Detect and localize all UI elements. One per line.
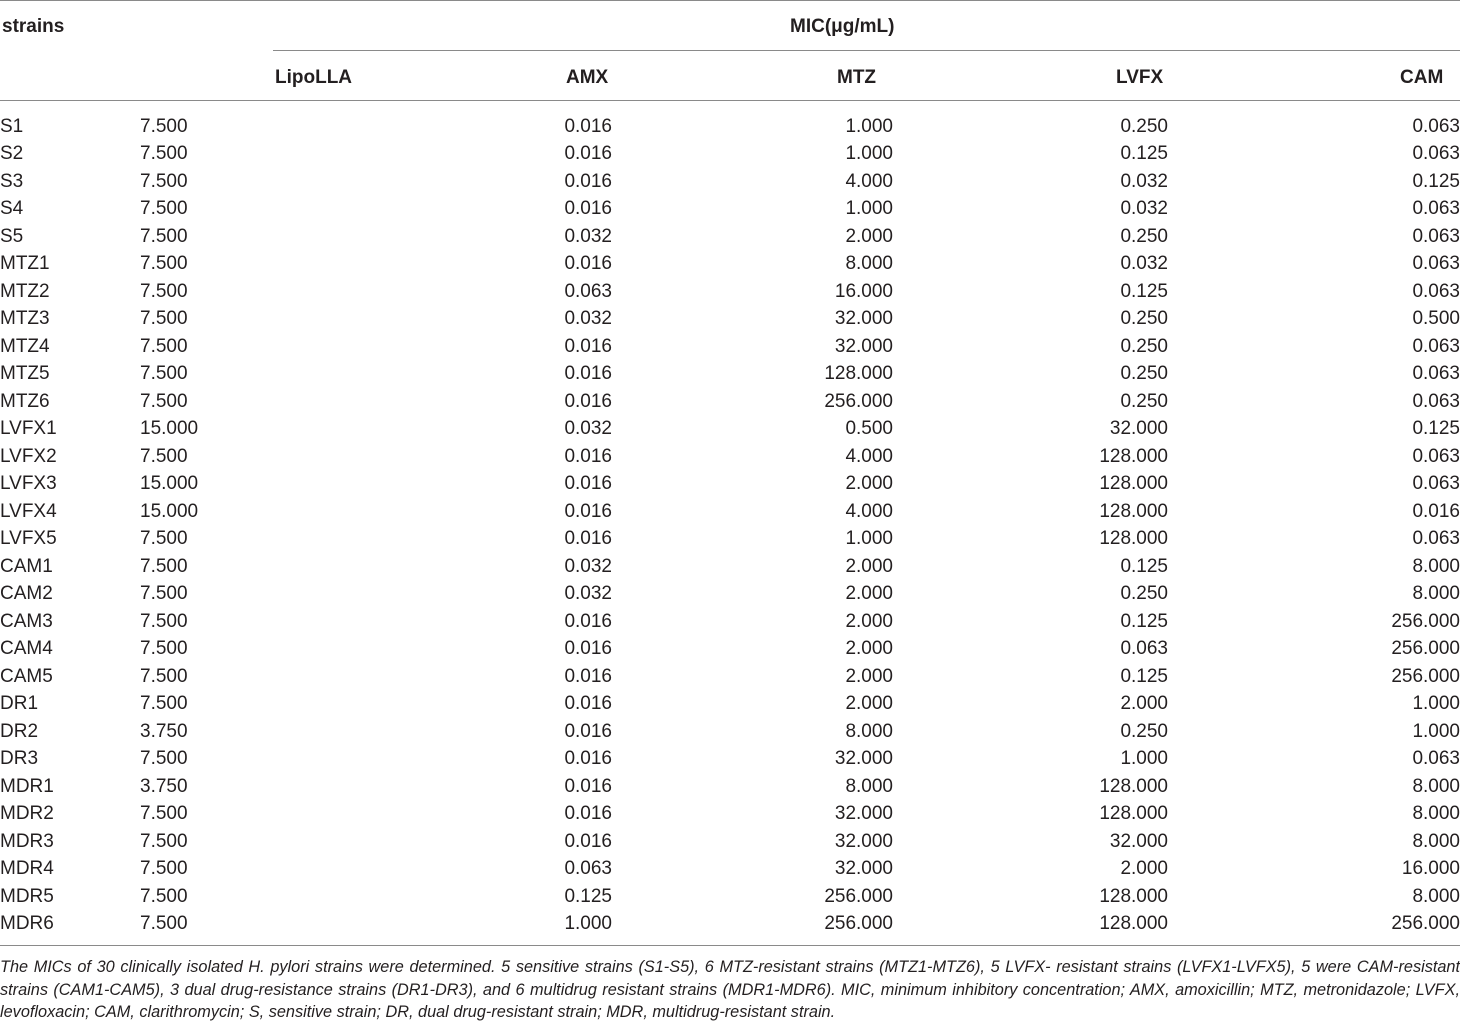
mic-cell-lipolla: 7.500 [140,170,188,192]
mic-cell-amx: 0.016 [564,198,612,220]
mic-cell-lipolla: 7.500 [140,528,188,550]
mic-table-body [0,113,1460,938]
column-header-amx: AMX [566,67,609,88]
mic-cell-lvfx: 0.063 [1120,638,1168,660]
mic-cell-amx: 0.016 [564,803,612,825]
strain-cell: LVFX2 [0,445,57,467]
strain-cell: MTZ1 [0,253,50,275]
mic-cell-cam: 8.000 [1412,775,1460,797]
mic-cell-lvfx: 0.125 [1120,555,1168,577]
strain-cell: MDR2 [0,803,54,825]
mic-cell-amx: 0.016 [564,693,612,715]
mic-cell-cam: 256.000 [1391,665,1460,687]
mic-cell-cam: 8.000 [1412,885,1460,907]
strain-cell: CAM5 [0,665,53,687]
table-row [0,746,1460,774]
mic-cell-amx: 0.016 [564,665,612,687]
mic-cell-cam: 256.000 [1391,638,1460,660]
mic-cell-lvfx: 1.000 [1120,748,1168,770]
table-row [0,388,1460,416]
mic-cell-mtz: 8.000 [845,253,893,275]
mic-cell-lvfx: 128.000 [1099,803,1168,825]
mic-cell-lipolla: 7.500 [140,555,188,577]
mic-cell-mtz: 1.000 [845,198,893,220]
strain-cell: DR1 [0,693,39,715]
mic-cell-amx: 0.016 [564,473,612,495]
column-header-lipolla: LipoLLA [275,67,353,88]
table-row [0,856,1460,884]
mic-cell-mtz: 2.000 [845,473,893,495]
mic-cell-mtz: 1.000 [845,143,893,165]
mic-cell-cam: 16.000 [1401,858,1460,880]
table-row [0,113,1460,141]
mic-cell-lipolla: 7.500 [140,885,188,907]
strain-cell: S3 [0,170,24,192]
strain-cell: LVFX5 [0,528,57,550]
table-row [0,223,1460,251]
mic-cell-lvfx: 128.000 [1099,775,1168,797]
table-row [0,141,1460,169]
mic-cell-lipolla: 7.500 [140,143,188,165]
mic-cell-cam: 0.063 [1412,748,1460,770]
mic-cell-lvfx: 0.250 [1120,308,1168,330]
mic-cell-lipolla: 7.500 [140,913,188,935]
mic-cell-cam: 1.000 [1412,720,1460,742]
mic-cell-lvfx: 0.250 [1120,225,1168,247]
mic-cell-mtz: 32.000 [834,335,893,357]
table-row [0,361,1460,389]
mic-cell-cam: 0.063 [1412,143,1460,165]
mic-cell-cam: 256.000 [1391,913,1460,935]
mic-cell-amx: 0.063 [564,280,612,302]
mic-cell-mtz: 256.000 [824,885,893,907]
mic-cell-mtz: 2.000 [845,665,893,687]
mic-cell-lipolla: 7.500 [140,748,188,770]
mic-cell-mtz: 1.000 [845,528,893,550]
mic-cell-mtz: 8.000 [845,720,893,742]
mic-cell-lvfx: 0.250 [1120,363,1168,385]
mic-cell-amx: 0.016 [564,500,612,522]
mic-cell-mtz: 0.500 [845,418,893,440]
mic-cell-amx: 0.016 [564,445,612,467]
mic-cell-cam: 0.063 [1412,225,1460,247]
mic-cell-lipolla: 3.750 [140,720,188,742]
mic-cell-lipolla: 7.500 [140,198,188,220]
mic-cell-lipolla: 7.500 [140,693,188,715]
strain-cell: MTZ4 [0,335,50,357]
table-row [0,416,1460,444]
mic-cell-cam: 256.000 [1391,610,1460,632]
mic-cell-lipolla: 7.500 [140,308,188,330]
strain-cell: S2 [0,143,24,165]
mic-cell-cam: 0.063 [1412,363,1460,385]
table-footnote: The MICs of 30 clinically isolated H. pylori strains were determined. 5 sensitive strains (S1-S5), 6 MTZ-resistant strains (MTZ1-MTZ6), 5 LVFX- resistant strains (LVFX1-LVFX5), 5 were CAM-resistant strains (CAM1-CAM5), 3 dual drug-resistance strains (DR1-DR3), and 6 multidrug resistant strains (MDR1-MDR6). MIC, minimum inhibitory concentration; AMX, amoxicillin; MTZ, metronidazole; LVFX, levofloxacin; CAM, clarithromycin; S, sensitive strain; DR, dual drug-resistant strain; MDR, multidrug-resistant strain. [0,958,1460,1021]
mic-cell-lipolla: 7.500 [140,225,188,247]
mic-cell-mtz: 16.000 [834,280,893,302]
mic-cell-lvfx: 128.000 [1099,913,1168,935]
strain-cell: LVFX1 [0,418,57,440]
strain-cell: MDR6 [0,913,54,935]
mic-cell-lipolla: 7.500 [140,445,188,467]
mic-cell-lvfx: 0.125 [1120,143,1168,165]
mic-cell-lipolla: 7.500 [140,363,188,385]
mic-cell-amx: 0.016 [564,363,612,385]
table-row [0,691,1460,719]
mic-cell-amx: 0.016 [564,528,612,550]
header-bottom-rule [0,100,1460,101]
mic-cell-mtz: 32.000 [834,830,893,852]
mic-cell-mtz: 128.000 [824,363,893,385]
mic-cell-cam: 0.063 [1412,528,1460,550]
mic-cell-mtz: 8.000 [845,775,893,797]
mic-cell-amx: 0.016 [564,610,612,632]
mic-cell-cam: 0.063 [1412,198,1460,220]
strain-cell: CAM2 [0,583,53,605]
mic-cell-lvfx: 0.250 [1120,115,1168,137]
mic-cell-amx: 0.032 [564,555,612,577]
mic-cell-lvfx: 2.000 [1120,693,1168,715]
mic-cell-cam: 8.000 [1412,583,1460,605]
strain-cell: MDR5 [0,885,54,907]
mic-cell-lipolla: 7.500 [140,390,188,412]
mic-cell-cam: 0.125 [1412,170,1460,192]
strain-cell: CAM3 [0,610,53,632]
mic-cell-lipolla: 7.500 [140,803,188,825]
strain-cell: MDR3 [0,830,54,852]
mic-cell-mtz: 4.000 [845,170,893,192]
strain-cell: MDR1 [0,775,54,797]
mic-cell-mtz: 2.000 [845,555,893,577]
mic-cell-cam: 0.063 [1412,473,1460,495]
mic-cell-lipolla: 7.500 [140,280,188,302]
mic-cell-lvfx: 128.000 [1099,528,1168,550]
mic-cell-lvfx: 128.000 [1099,473,1168,495]
mic-cell-amx: 0.016 [564,748,612,770]
stub-header-strains: strains [2,16,65,37]
table-row [0,718,1460,746]
mic-cell-cam: 0.125 [1412,418,1460,440]
table-row [0,526,1460,554]
mic-cell-mtz: 2.000 [845,583,893,605]
table-row [0,828,1460,856]
mic-cell-lvfx: 128.000 [1099,445,1168,467]
mic-cell-lvfx: 128.000 [1099,885,1168,907]
strain-cell: LVFX3 [0,473,57,495]
mic-cell-lipolla: 7.500 [140,610,188,632]
mic-cell-amx: 0.016 [564,170,612,192]
mic-cell-cam: 0.063 [1412,253,1460,275]
column-header-cam: CAM [1400,67,1444,88]
table-row [0,663,1460,691]
mic-cell-lvfx: 0.250 [1120,720,1168,742]
mic-cell-amx: 0.016 [564,638,612,660]
mic-cell-lipolla: 7.500 [140,583,188,605]
mic-cell-amx: 0.016 [564,115,612,137]
mic-cell-amx: 0.016 [564,830,612,852]
group-header-mic: MIC(μg/mL) [790,16,895,37]
strain-cell: MTZ3 [0,308,50,330]
mic-cell-lvfx: 0.125 [1120,610,1168,632]
mic-cell-cam: 8.000 [1412,555,1460,577]
mic-cell-mtz: 4.000 [845,500,893,522]
mic-cell-mtz: 2.000 [845,693,893,715]
mic-cell-lvfx: 128.000 [1099,500,1168,522]
mic-cell-lipolla: 7.500 [140,830,188,852]
mic-cell-lvfx: 0.250 [1120,335,1168,357]
table-row [0,636,1460,664]
mic-cell-mtz: 2.000 [845,225,893,247]
mic-cell-mtz: 1.000 [845,115,893,137]
mic-cell-mtz: 256.000 [824,913,893,935]
mic-cell-amx: 0.016 [564,253,612,275]
strain-cell: DR3 [0,748,39,770]
table-row [0,581,1460,609]
table-row [0,498,1460,526]
mic-cell-lipolla: 3.750 [140,775,188,797]
mic-cell-mtz: 32.000 [834,308,893,330]
mic-cell-mtz: 32.000 [834,858,893,880]
group-header-underline [273,50,1460,51]
mic-cell-lipolla: 15.000 [140,500,199,522]
mic-cell-amx: 0.032 [564,308,612,330]
table-row [0,306,1460,334]
strain-cell: MTZ5 [0,363,50,385]
mic-cell-lipolla: 7.500 [140,253,188,275]
mic-cell-lvfx: 32.000 [1109,418,1168,440]
mic-cell-lvfx: 0.250 [1120,583,1168,605]
mic-cell-cam: 0.063 [1412,115,1460,137]
mic-cell-mtz: 4.000 [845,445,893,467]
mic-cell-cam: 0.063 [1412,390,1460,412]
mic-cell-cam: 0.063 [1412,335,1460,357]
mic-cell-amx: 0.016 [564,335,612,357]
mic-cell-lvfx: 0.032 [1120,170,1168,192]
mic-cell-lipolla: 7.500 [140,858,188,880]
strain-cell: MTZ6 [0,390,50,412]
mic-cell-amx: 0.063 [564,858,612,880]
strain-cell: DR2 [0,720,39,742]
mic-cell-cam: 1.000 [1412,693,1460,715]
mic-cell-cam: 0.500 [1412,308,1460,330]
table-row [0,333,1460,361]
mic-cell-cam: 8.000 [1412,803,1460,825]
mic-cell-lvfx: 0.125 [1120,665,1168,687]
mic-cell-lipolla: 7.500 [140,638,188,660]
mic-data-table [0,113,1460,938]
mic-cell-amx: 1.000 [564,913,612,935]
column-header-lvfx: LVFX [1116,67,1164,88]
strain-cell: S5 [0,225,24,247]
table-row [0,801,1460,829]
mic-cell-amx: 0.016 [564,720,612,742]
mic-cell-lipolla: 7.500 [140,665,188,687]
mic-cell-amx: 0.032 [564,583,612,605]
strain-cell: LVFX4 [0,500,57,522]
table-bottom-rule [0,945,1460,946]
top-rule [0,0,1460,1]
mic-cell-amx: 0.016 [564,143,612,165]
strain-cell: S1 [0,115,24,137]
strain-cell: CAM1 [0,555,53,577]
table-row [0,553,1460,581]
table-row [0,911,1460,939]
mic-cell-amx: 0.016 [564,390,612,412]
mic-cell-mtz: 32.000 [834,748,893,770]
mic-cell-mtz: 2.000 [845,638,893,660]
table-row [0,251,1460,279]
strain-cell: MDR4 [0,858,54,880]
mic-cell-mtz: 32.000 [834,803,893,825]
mic-cell-cam: 0.063 [1412,445,1460,467]
mic-cell-lvfx: 32.000 [1109,830,1168,852]
mic-cell-lipolla: 7.500 [140,115,188,137]
column-header-mtz: MTZ [837,67,877,88]
mic-cell-amx: 0.032 [564,225,612,247]
mic-cell-lipolla: 15.000 [140,418,199,440]
mic-cell-cam: 0.016 [1412,500,1460,522]
mic-cell-lvfx: 0.032 [1120,198,1168,220]
mic-cell-cam: 8.000 [1412,830,1460,852]
mic-cell-lvfx: 0.125 [1120,280,1168,302]
table-row [0,773,1460,801]
table-row [0,196,1460,224]
table-row [0,608,1460,636]
mic-cell-lvfx: 2.000 [1120,858,1168,880]
strain-cell: CAM4 [0,638,53,660]
mic-cell-mtz: 2.000 [845,610,893,632]
table-row [0,278,1460,306]
mic-cell-amx: 0.032 [564,418,612,440]
table-row [0,168,1460,196]
table-row [0,471,1460,499]
mic-cell-lipolla: 7.500 [140,335,188,357]
mic-cell-amx: 0.016 [564,775,612,797]
strain-cell: S4 [0,198,24,220]
table-row [0,443,1460,471]
strain-cell: MTZ2 [0,280,50,302]
mic-cell-amx: 0.125 [564,885,612,907]
mic-cell-lipolla: 15.000 [140,473,199,495]
mic-cell-lvfx: 0.250 [1120,390,1168,412]
mic-cell-cam: 0.063 [1412,280,1460,302]
mic-cell-mtz: 256.000 [824,390,893,412]
mic-cell-lvfx: 0.032 [1120,253,1168,275]
table-row [0,883,1460,911]
